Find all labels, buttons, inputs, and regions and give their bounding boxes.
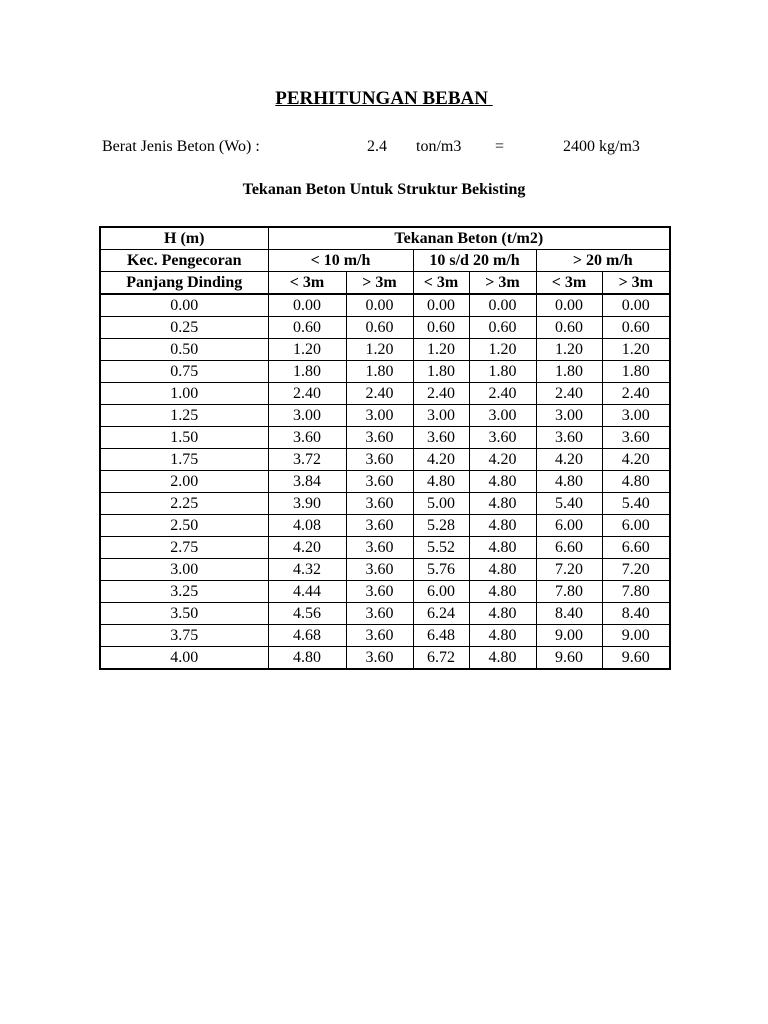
table-row	[100, 515, 670, 537]
cell-pressure: 1.80	[268, 361, 346, 383]
table-row	[100, 383, 670, 405]
cell-pressure: 5.28	[413, 515, 469, 537]
cell-pressure: 6.60	[602, 537, 670, 559]
table-row	[100, 647, 670, 670]
cell-pressure: 3.60	[346, 537, 413, 559]
header-row-2	[100, 250, 670, 272]
cell-pressure: 1.80	[536, 361, 602, 383]
cell-pressure: 2.40	[536, 383, 602, 405]
cell-pressure: 0.00	[346, 294, 413, 317]
cell-pressure: 0.00	[536, 294, 602, 317]
cell-pressure: 4.20	[536, 449, 602, 471]
header-lt3: < 3m	[413, 272, 469, 295]
cell-pressure: 4.80	[469, 493, 536, 515]
cell-height: 2.75	[100, 537, 268, 559]
cell-pressure: 3.00	[268, 405, 346, 427]
cell-pressure: 3.60	[346, 449, 413, 471]
berat-jenis-value: 2.4	[367, 138, 387, 155]
cell-pressure: 3.60	[536, 427, 602, 449]
cell-pressure: 1.80	[469, 361, 536, 383]
cell-height: 1.25	[100, 405, 268, 427]
equals-sign: =	[495, 138, 505, 155]
header-kec: Kec. Pengecoran	[100, 250, 268, 272]
cell-pressure: 0.00	[413, 294, 469, 317]
cell-pressure: 7.80	[602, 581, 670, 603]
cell-pressure: 0.00	[602, 294, 670, 317]
cell-pressure: 1.20	[346, 339, 413, 361]
header-group-lt10: < 10 m/h	[268, 250, 413, 272]
cell-height: 1.00	[100, 383, 268, 405]
cell-pressure: 3.00	[346, 405, 413, 427]
cell-pressure: 4.80	[268, 647, 346, 670]
table-row	[100, 471, 670, 493]
cell-pressure: 9.00	[536, 625, 602, 647]
header-group-gt20: > 20 m/h	[536, 250, 670, 272]
cell-height: 4.00	[100, 647, 268, 670]
cell-pressure: 4.80	[469, 603, 536, 625]
cell-pressure: 3.72	[268, 449, 346, 471]
cell-pressure: 6.00	[413, 581, 469, 603]
table-row	[100, 581, 670, 603]
berat-jenis-unit: ton/m3	[416, 138, 462, 155]
cell-pressure: 1.20	[536, 339, 602, 361]
cell-pressure: 6.00	[536, 515, 602, 537]
page-title: PERHITUNGAN BEBAN	[275, 88, 493, 109]
cell-pressure: 9.60	[602, 647, 670, 670]
cell-pressure: 3.60	[346, 471, 413, 493]
cell-height: 3.25	[100, 581, 268, 603]
berat-jenis-value-kg: 2400 kg/m3	[563, 138, 640, 155]
cell-pressure: 3.84	[268, 471, 346, 493]
cell-pressure: 1.80	[346, 361, 413, 383]
cell-pressure: 7.20	[602, 559, 670, 581]
cell-pressure: 6.24	[413, 603, 469, 625]
cell-pressure: 1.20	[413, 339, 469, 361]
cell-pressure: 0.60	[469, 317, 536, 339]
cell-pressure: 4.80	[469, 647, 536, 670]
cell-pressure: 7.20	[536, 559, 602, 581]
cell-pressure: 4.80	[469, 471, 536, 493]
table-row	[100, 603, 670, 625]
cell-pressure: 6.48	[413, 625, 469, 647]
cell-pressure: 4.56	[268, 603, 346, 625]
header-tekanan: Tekanan Beton (t/m2)	[268, 227, 670, 250]
cell-pressure: 4.80	[469, 581, 536, 603]
cell-pressure: 0.00	[268, 294, 346, 317]
table-row	[100, 339, 670, 361]
header-gt3: > 3m	[469, 272, 536, 295]
cell-pressure: 4.80	[469, 625, 536, 647]
table-subtitle: Tekanan Beton Untuk Struktur Bekisting	[242, 181, 526, 198]
berat-jenis-label: Berat Jenis Beton (Wo) :	[102, 138, 260, 155]
cell-pressure: 5.76	[413, 559, 469, 581]
cell-pressure: 5.40	[536, 493, 602, 515]
cell-pressure: 1.80	[602, 361, 670, 383]
cell-pressure: 8.40	[602, 603, 670, 625]
cell-pressure: 3.60	[469, 427, 536, 449]
cell-pressure: 3.60	[602, 427, 670, 449]
table-row	[100, 294, 670, 317]
cell-pressure: 3.00	[602, 405, 670, 427]
table-row	[100, 625, 670, 647]
cell-pressure: 4.80	[469, 559, 536, 581]
cell-height: 0.75	[100, 361, 268, 383]
cell-pressure: 0.60	[602, 317, 670, 339]
cell-pressure: 3.60	[346, 493, 413, 515]
cell-height: 1.50	[100, 427, 268, 449]
cell-height: 3.50	[100, 603, 268, 625]
cell-pressure: 6.60	[536, 537, 602, 559]
cell-pressure: 1.80	[413, 361, 469, 383]
cell-pressure: 3.60	[346, 625, 413, 647]
table-row	[100, 405, 670, 427]
cell-pressure: 2.40	[346, 383, 413, 405]
cell-pressure: 4.80	[469, 515, 536, 537]
cell-pressure: 3.60	[346, 581, 413, 603]
cell-height: 2.00	[100, 471, 268, 493]
cell-height: 3.00	[100, 559, 268, 581]
cell-pressure: 0.60	[346, 317, 413, 339]
header-gt3: > 3m	[602, 272, 670, 295]
header-gt3: > 3m	[346, 272, 413, 295]
cell-pressure: 3.60	[346, 559, 413, 581]
cell-pressure: 2.40	[602, 383, 670, 405]
cell-height: 3.75	[100, 625, 268, 647]
cell-pressure: 5.52	[413, 537, 469, 559]
cell-pressure: 0.60	[268, 317, 346, 339]
table-row	[100, 427, 670, 449]
cell-pressure: 4.44	[268, 581, 346, 603]
cell-pressure: 9.00	[602, 625, 670, 647]
table-row	[100, 493, 670, 515]
table-row	[100, 559, 670, 581]
cell-pressure: 3.90	[268, 493, 346, 515]
cell-pressure: 3.60	[268, 427, 346, 449]
cell-pressure: 3.60	[346, 427, 413, 449]
cell-height: 0.00	[100, 294, 268, 317]
header-h: H (m)	[100, 227, 268, 250]
cell-pressure: 3.00	[413, 405, 469, 427]
table-row	[100, 537, 670, 559]
cell-pressure: 3.00	[536, 405, 602, 427]
cell-height: 0.50	[100, 339, 268, 361]
cell-pressure: 3.60	[413, 427, 469, 449]
header-group-10-20: 10 s/d 20 m/h	[413, 250, 536, 272]
cell-pressure: 6.00	[602, 515, 670, 537]
cell-pressure: 4.20	[268, 537, 346, 559]
header-lt3: < 3m	[268, 272, 346, 295]
cell-pressure: 2.40	[469, 383, 536, 405]
header-row-3	[100, 272, 670, 295]
header-lt3: < 3m	[536, 272, 602, 295]
cell-pressure: 0.00	[469, 294, 536, 317]
cell-pressure: 4.80	[469, 537, 536, 559]
cell-pressure: 7.80	[536, 581, 602, 603]
cell-pressure: 4.80	[536, 471, 602, 493]
cell-pressure: 2.40	[268, 383, 346, 405]
cell-pressure: 1.20	[602, 339, 670, 361]
cell-height: 0.25	[100, 317, 268, 339]
cell-pressure: 3.00	[469, 405, 536, 427]
header-row-1	[100, 227, 670, 250]
table-row	[100, 317, 670, 339]
cell-pressure: 4.80	[413, 471, 469, 493]
cell-pressure: 5.00	[413, 493, 469, 515]
cell-pressure: 5.40	[602, 493, 670, 515]
cell-height: 2.50	[100, 515, 268, 537]
header-panjang: Panjang Dinding	[100, 272, 268, 295]
cell-pressure: 3.60	[346, 647, 413, 670]
cell-pressure: 3.60	[346, 515, 413, 537]
cell-pressure: 4.32	[268, 559, 346, 581]
cell-pressure: 3.60	[346, 603, 413, 625]
cell-pressure: 2.40	[413, 383, 469, 405]
cell-pressure: 8.40	[536, 603, 602, 625]
cell-pressure: 4.20	[602, 449, 670, 471]
cell-pressure: 4.68	[268, 625, 346, 647]
cell-pressure: 4.20	[413, 449, 469, 471]
cell-pressure: 4.08	[268, 515, 346, 537]
cell-pressure: 1.20	[469, 339, 536, 361]
cell-pressure: 1.20	[268, 339, 346, 361]
cell-pressure: 0.60	[536, 317, 602, 339]
cell-pressure: 9.60	[536, 647, 602, 670]
cell-pressure: 6.72	[413, 647, 469, 670]
cell-height: 1.75	[100, 449, 268, 471]
table-row	[100, 361, 670, 383]
table-row	[100, 449, 670, 471]
cell-pressure: 4.80	[602, 471, 670, 493]
cell-height: 2.25	[100, 493, 268, 515]
cell-pressure: 4.20	[469, 449, 536, 471]
cell-pressure: 0.60	[413, 317, 469, 339]
pressure-table	[99, 226, 671, 670]
